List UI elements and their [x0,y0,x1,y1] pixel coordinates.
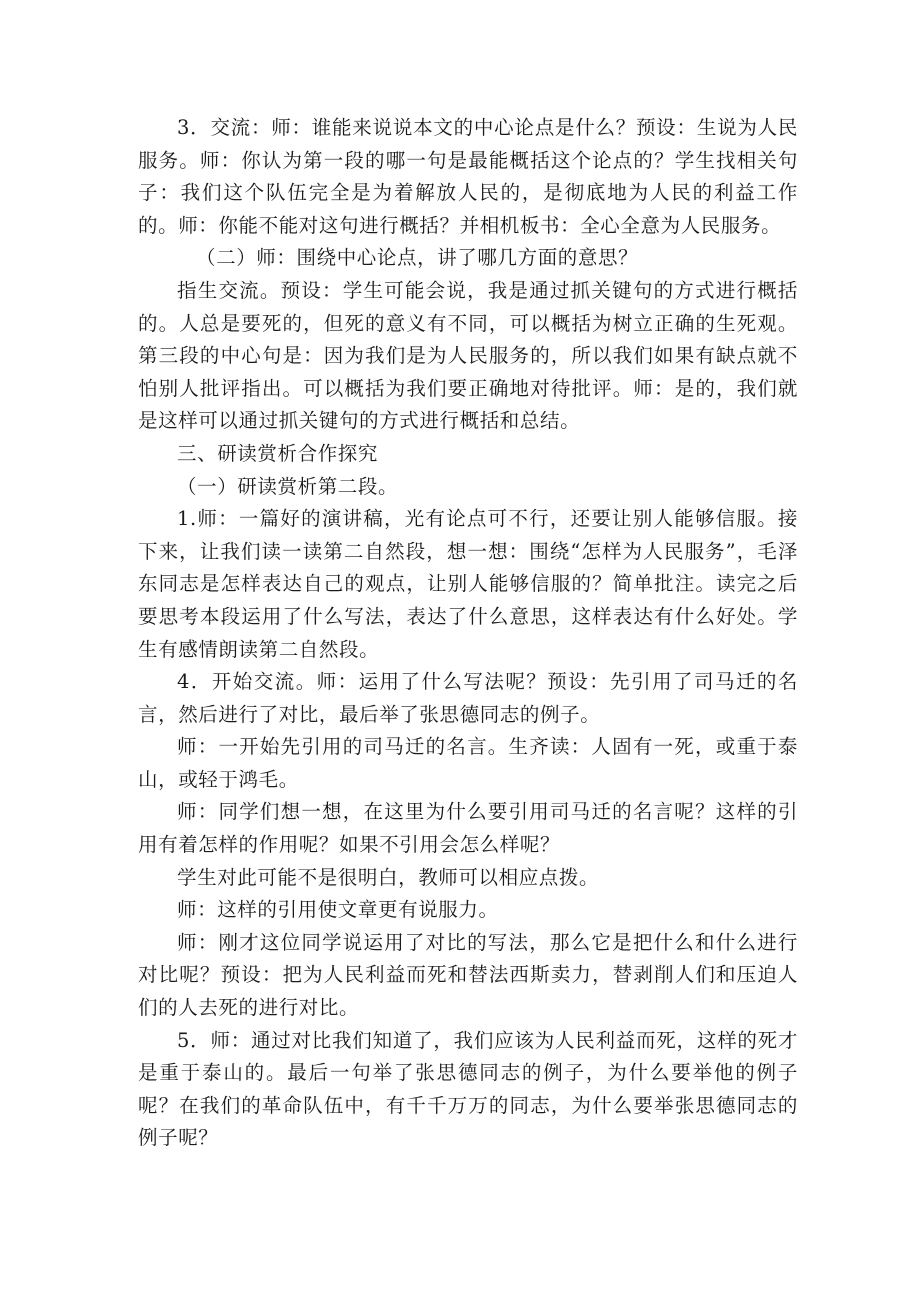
document-body [138,112,798,1155]
paragraph-teacher-guidance: 学生对此可能不是很明白，教师可以相应点拨。 [177,865,600,889]
paragraph-speech-persuasion: 1.师：一篇好的演讲稿，光有论点可不行，还要让别人能够信服。接下来，让我们读一读第二自然段，想一想：围绕“怎样为人民服务”，毛泽东同志是怎样表达自己的观点，让别人能够信服的？简单批注。读完之后要思考本段运用了什么写法，表达了什么意思，这样表达有什么好处。学生有感情朗读第二自然段。 [138,507,798,661]
paragraph-begin-exchange: 4．开始交流。师：运用了什么写法呢？预设：先引用了司马迁的名言，然后进行了对比，最后举了张思德同志的例子。 [138,670,798,726]
paragraph-sima-qian-quote: 师：一开始先引用的司马迁的名言。生齐读：人固有一死，或重于泰山，或轻于鸿毛。 [138,735,798,791]
paragraph-student-exchange: 指生交流。预设：学生可能会说，我是通过抓关键句的方式进行概括的。人总是要死的，但死的意义有不同，可以概括为树立正确的生死观。第三段的中心句是：因为我们是为人民服务的，所以我们如果有缺点就不怕别人批评指出。可以概括为我们要正确地对待批评。师：是的，我们就是这样可以通过抓关键句的方式进行概括和总结。 [138,278,798,433]
paragraph-zhang-side-example: 5．师：通过对比我们知道了，我们应该为人民利益而死，这样的死才是重于泰山的。最后一句举了张思德同志的例子，为什么要举他的例子呢？在我们的革命队伍中，有千千万万的同志，为什么要举张思德同志的例子呢？ [138,1028,798,1150]
paragraph-quote-persuasive: 师：这样的引用使文章更有说服力。 [177,898,499,922]
subsection-heading-one: （一）研读赏析第二段。 [177,474,399,498]
paragraph-section-two-question: （二）师：围绕中心论点，讲了哪几方面的意思？ [196,246,639,270]
paragraph-exchange-central-argument: 3．交流：师：谁能来说说本文的中心论点是什么？预设：生说为人民服务。师：你认为第一段的哪一句是最能概括这个论点的？学生找相关句子：我们这个队伍完全是为着解放人民的，是彻底地为人民的利益工作的。师：你能不能对这句进行概括？并相机板书：全心全意为人民服务。 [138,116,798,237]
paragraph-why-quote: 师：同学们想一想，在这里为什么要引用司马迁的名言呢？这样的引用有着怎样的作用呢？如果不引用会怎么样呢？ [138,800,798,857]
paragraph-contrast-method: 师：刚才这位同学说运用了对比的写法，那么它是把什么和什么进行对比呢？预设：把为人民利益而死和替法西斯卖力，替剥削人们和压迫人们的人去死的进行对比。 [138,930,798,1020]
section-heading-three: 三、研读赏析合作探究 [177,441,379,465]
